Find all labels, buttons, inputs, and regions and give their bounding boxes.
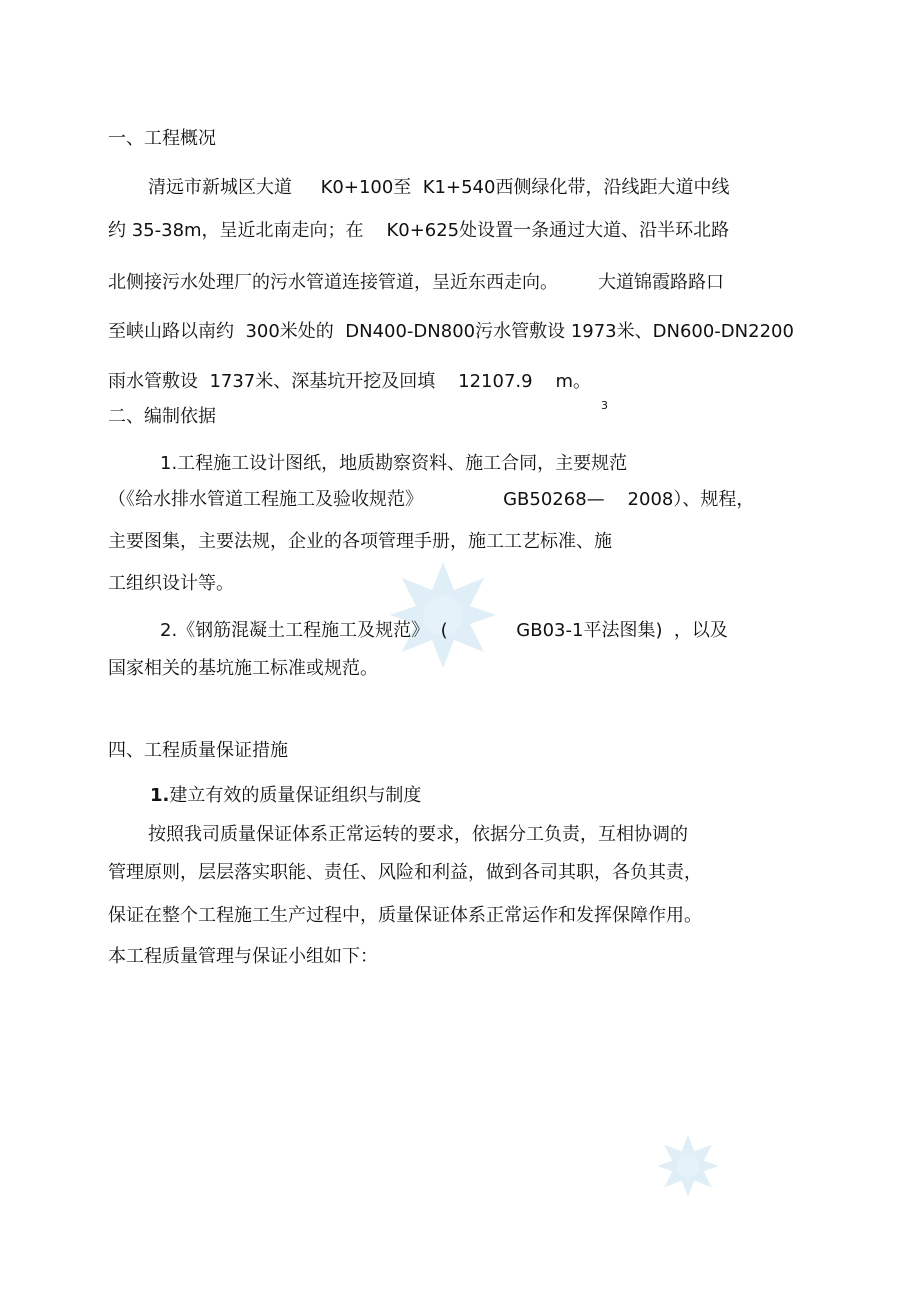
paragraph-line: 管理原则，层层落实职能、责任、风险和利益，做到各司其职，各负其责， [108, 862, 702, 883]
section-heading-overview: 一、工程概况 [108, 128, 216, 149]
watermark-emblem-icon [388, 560, 498, 670]
paragraph-line: 保证在整个工程施工生产过程中，质量保证体系正常运作和发挥保障作用。 [108, 905, 702, 926]
paragraph-line: 主要图集，主要法规，企业的各项管理手册，施工工艺标准、施 [108, 531, 612, 552]
section-heading-quality: 四、工程质量保证措施 [108, 740, 288, 761]
section-heading-basis: 二、编制依据 [108, 406, 216, 427]
paragraph-line: 按照我司质量保证体系正常运转的要求，依据分工负责，互相协调的 [148, 824, 688, 845]
paragraph-line: 雨水管敷设 1737米、深基坑开挖及回填 12107.9 m。 [108, 371, 591, 392]
paragraph-line: 工组织设计等。 [108, 573, 234, 594]
superscript-unit: 3 [601, 399, 608, 412]
paragraph-line: 清远市新城区大道 K0+100至 K1+540西侧绿化带，沿线距大道中线 [148, 177, 730, 198]
subheading-quality-org [150, 784, 421, 808]
paragraph-line: （《给水排水管道工程施工及验收规范》 GB50268— 2008）、规程， [108, 489, 755, 510]
paragraph-line: 1.工程施工设计图纸，地质勘察资料、施工合同，主要规范 [160, 453, 628, 474]
subheading-number: 1. [150, 785, 170, 806]
paragraph-line: 约 35-38m，呈近北南走向；在 K0+625处设置一条通过大道、沿半环北路 [108, 220, 730, 241]
paragraph-line: 本工程质量管理与保证小组如下： [108, 946, 378, 967]
watermark-emblem-icon [656, 1134, 720, 1198]
paragraph-line: 至峡山路以南约 300米处的 DN400-DN800污水管敷设 1973米、DN600-DN2200 [108, 321, 794, 342]
paragraph-line: 国家相关的基坑施工标准或规范。 [108, 658, 378, 679]
paragraph-line: 北侧接污水处理厂的污水管道连接管道，呈近东西走向。 大道锦霞路路口 [108, 272, 725, 293]
paragraph-line: 2.《钢筋混凝土工程施工及规范》 ( GB03-1平法图集) ，以及 [160, 620, 728, 641]
subheading-text: 建立有效的质量保证组织与制度 [169, 785, 422, 806]
